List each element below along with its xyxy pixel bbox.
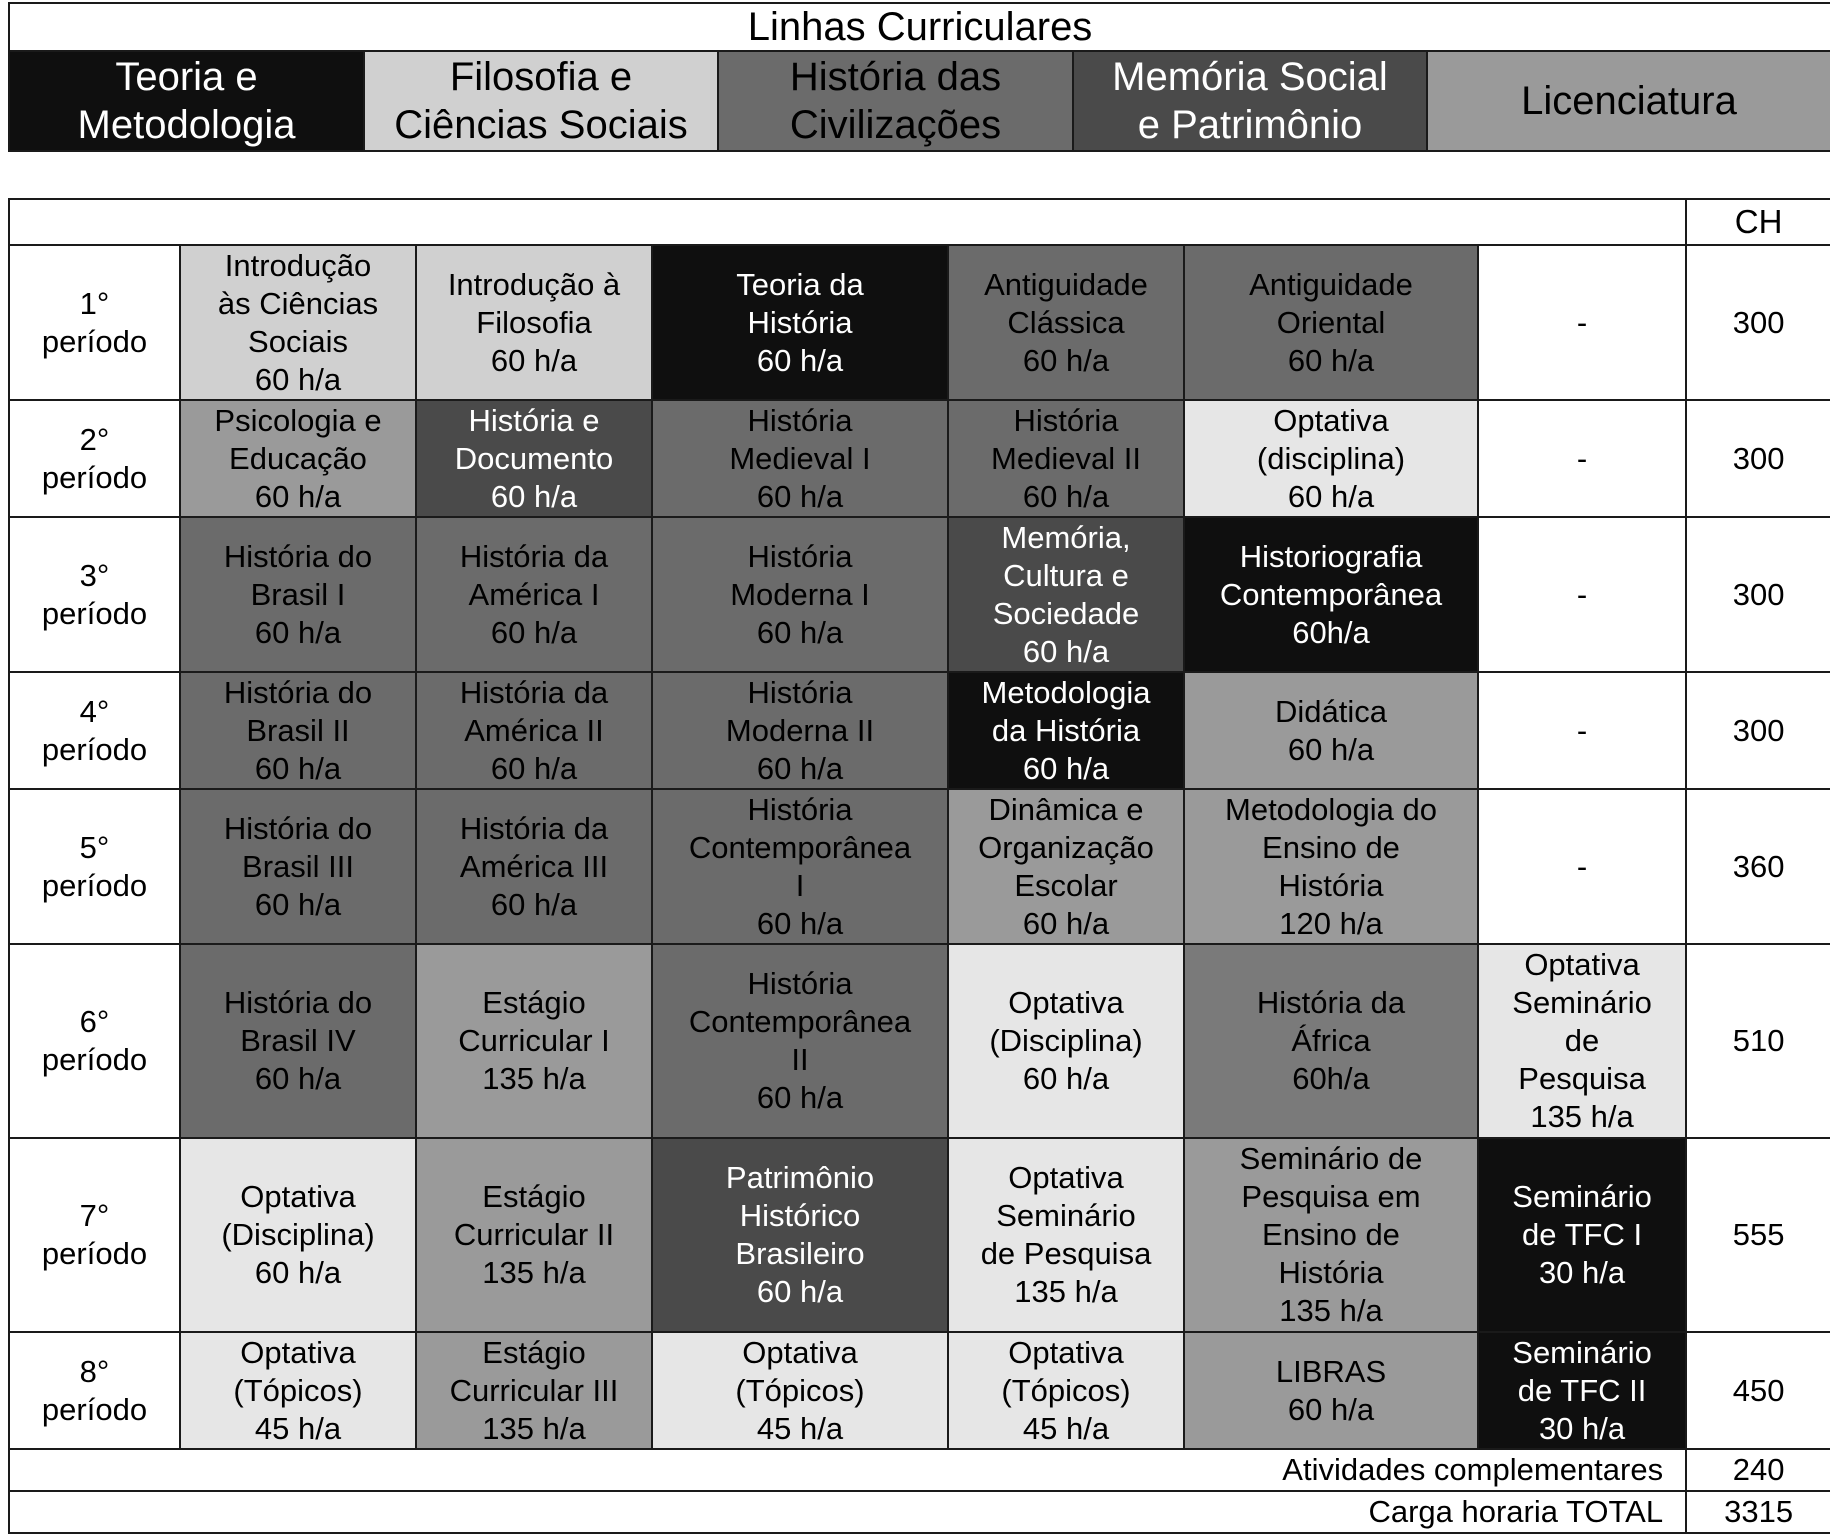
period-row <box>9 1332 1830 1449</box>
course-cell: Memória, Cultura e Sociedade 60 h/a <box>948 517 1184 672</box>
period-row <box>9 1138 1830 1332</box>
course-cell: História e Documento 60 h/a <box>416 400 652 517</box>
legend-title: Linhas Curriculares <box>9 3 1830 51</box>
course-cell: Metodologia da História 60 h/a <box>948 672 1184 789</box>
course-cell: História da América II 60 h/a <box>416 672 652 789</box>
empty-slot: - <box>1478 517 1686 672</box>
empty-slot: - <box>1478 400 1686 517</box>
legend-line-licenciatura: Licenciatura <box>1427 51 1830 151</box>
course-cell: Optativa (Tópicos) 45 h/a <box>652 1332 948 1449</box>
legend-line-memoria-patrimonio: Memória Social e Patrimônio <box>1073 51 1427 151</box>
empty-slot: - <box>1478 789 1686 944</box>
legend-line-historia-civilizacoes: História das Civilizações <box>718 51 1073 151</box>
course-cell: História Moderna II 60 h/a <box>652 672 948 789</box>
period-workload: 555 <box>1686 1138 1830 1332</box>
empty-slot: - <box>1478 672 1686 789</box>
course-cell: História da América I 60 h/a <box>416 517 652 672</box>
course-cell: Seminário de Pesquisa em Ensino de História 135 h/a <box>1184 1138 1478 1332</box>
course-cell: LIBRAS 60 h/a <box>1184 1332 1478 1449</box>
course-cell: Estágio Curricular III 135 h/a <box>416 1332 652 1449</box>
course-cell: História Medieval I 60 h/a <box>652 400 948 517</box>
period-row <box>9 517 1830 672</box>
period-row <box>9 400 1830 517</box>
course-cell: Antiguidade Oriental 60 h/a <box>1184 245 1478 400</box>
course-cell: História do Brasil III 60 h/a <box>180 789 416 944</box>
summary-value: 3315 <box>1686 1491 1830 1533</box>
course-cell: Optativa (Tópicos) 45 h/a <box>948 1332 1184 1449</box>
header-blank <box>9 199 1686 245</box>
course-cell: Introdução às Ciências Sociais 60 h/a <box>180 245 416 400</box>
course-cell: Historiografia Contemporânea 60h/a <box>1184 517 1478 672</box>
period-row <box>9 672 1830 789</box>
course-cell: História do Brasil II 60 h/a <box>180 672 416 789</box>
summary-label: Carga horaria TOTAL <box>9 1491 1686 1533</box>
period-workload: 360 <box>1686 789 1830 944</box>
curricular-lines-legend <box>8 2 1830 152</box>
course-cell: Optativa (Tópicos) 45 h/a <box>180 1332 416 1449</box>
period-label: 6° período <box>9 944 180 1138</box>
course-cell: Antiguidade Clássica 60 h/a <box>948 245 1184 400</box>
period-workload: 300 <box>1686 517 1830 672</box>
period-row <box>9 944 1830 1138</box>
course-cell: História do Brasil IV 60 h/a <box>180 944 416 1138</box>
course-cell: Metodologia do Ensino de História 120 h/a <box>1184 789 1478 944</box>
course-cell: Optativa Seminário de Pesquisa 135 h/a <box>948 1138 1184 1332</box>
course-cell: Teoria da História 60 h/a <box>652 245 948 400</box>
period-label: 4° período <box>9 672 180 789</box>
summary-row <box>9 1449 1830 1491</box>
course-cell: Optativa (Disciplina) 60 h/a <box>948 944 1184 1138</box>
course-cell: Optativa (disciplina) 60 h/a <box>1184 400 1478 517</box>
period-workload: 300 <box>1686 672 1830 789</box>
legend-line-filosofia-ciencias-sociais: Filosofia e Ciências Sociais <box>364 51 718 151</box>
period-label: 1° período <box>9 245 180 400</box>
empty-slot: - <box>1478 245 1686 400</box>
legend-line-teoria-metodologia: Teoria e Metodologia <box>9 51 364 151</box>
period-label: 5° período <box>9 789 180 944</box>
summary-label: Atividades complementares <box>9 1449 1686 1491</box>
course-cell: Introdução à Filosofia 60 h/a <box>416 245 652 400</box>
period-label: 8° período <box>9 1332 180 1449</box>
summary-value: 240 <box>1686 1449 1830 1491</box>
course-cell: Estágio Curricular I 135 h/a <box>416 944 652 1138</box>
summary-row <box>9 1491 1830 1533</box>
period-label: 7° período <box>9 1138 180 1332</box>
period-label: 3° período <box>9 517 180 672</box>
course-cell: Seminário de TFC II 30 h/a <box>1478 1332 1686 1449</box>
ch-header: CH <box>1686 199 1830 245</box>
course-cell: Seminário de TFC I 30 h/a <box>1478 1138 1686 1332</box>
course-cell: Psicologia e Educação 60 h/a <box>180 400 416 517</box>
course-cell: Dinâmica e Organização Escolar 60 h/a <box>948 789 1184 944</box>
course-cell: Estágio Curricular II 135 h/a <box>416 1138 652 1332</box>
period-label: 2° período <box>9 400 180 517</box>
course-cell: História da América III 60 h/a <box>416 789 652 944</box>
course-cell: História Medieval II 60 h/a <box>948 400 1184 517</box>
course-cell: História Moderna I 60 h/a <box>652 517 948 672</box>
course-cell: História Contemporânea I 60 h/a <box>652 789 948 944</box>
course-cell: Optativa Seminário de Pesquisa 135 h/a <box>1478 944 1686 1138</box>
period-workload: 510 <box>1686 944 1830 1138</box>
course-cell: Didática 60 h/a <box>1184 672 1478 789</box>
curriculum-grid <box>8 198 1830 1534</box>
period-row <box>9 789 1830 944</box>
course-cell: História da África 60h/a <box>1184 944 1478 1138</box>
course-cell: História do Brasil I 60 h/a <box>180 517 416 672</box>
period-row <box>9 245 1830 400</box>
period-workload: 450 <box>1686 1332 1830 1449</box>
course-cell: História Contemporânea II 60 h/a <box>652 944 948 1138</box>
course-cell: Patrimônio Histórico Brasileiro 60 h/a <box>652 1138 948 1332</box>
grid-header-row <box>9 199 1830 245</box>
period-workload: 300 <box>1686 245 1830 400</box>
period-workload: 300 <box>1686 400 1830 517</box>
course-cell: Optativa (Disciplina) 60 h/a <box>180 1138 416 1332</box>
